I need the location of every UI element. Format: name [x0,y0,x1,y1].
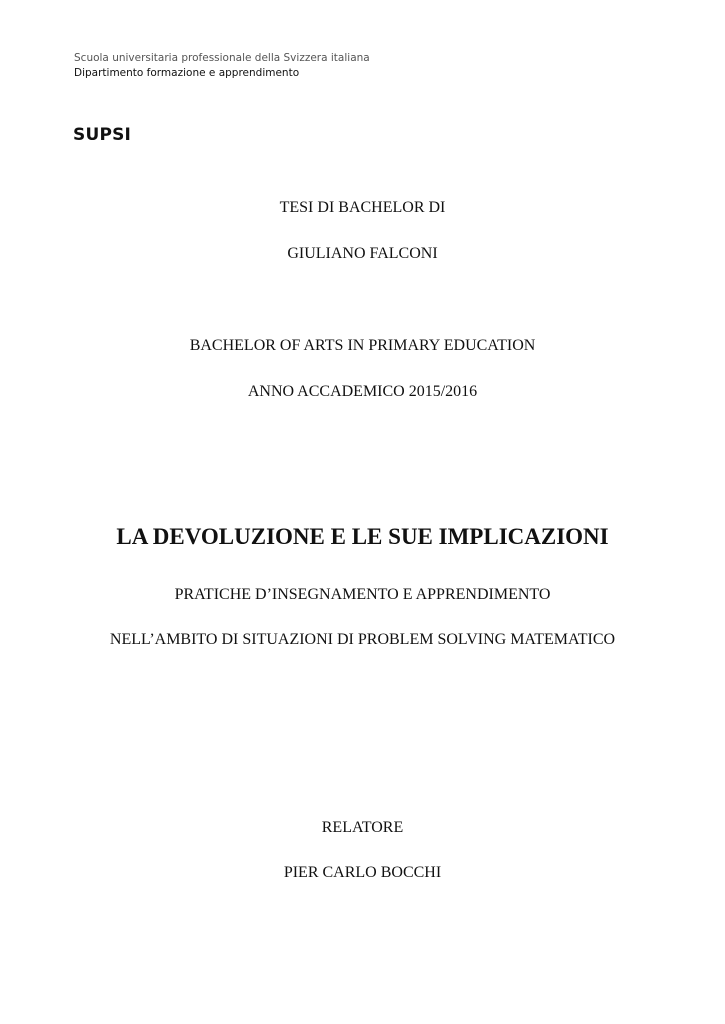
subtitle-line-2: NELL’AMBITO DI SITUAZIONI DI PROBLEM SOLVING MATEMATICO [109,631,616,648]
institution-header [74,51,370,81]
supervisor-name: PIER CARLO BOCCHI [283,864,442,881]
supervisor-label: RELATORE [321,819,404,836]
department-name: Dipartimento formazione e apprendimento [74,67,300,79]
degree-name: BACHELOR OF ARTS IN PRIMARY EDUCATION [189,337,536,354]
subtitle-line-1: PRATICHE D’INSEGNAMENTO E APPRENDIMENTO [174,586,551,603]
thesis-label: TESI DI BACHELOR DI [279,199,446,216]
academic-year: ANNO ACCADEMICO 2015/2016 [247,383,478,400]
supsi-logo: SUPSI [73,125,132,145]
author-name: GIULIANO FALCONI [287,245,438,262]
institution-name: Scuola universitaria professionale della Svizzera italiana [74,52,370,64]
thesis-title: LA DEVOLUZIONE E LE SUE IMPLICAZIONI [116,524,609,549]
